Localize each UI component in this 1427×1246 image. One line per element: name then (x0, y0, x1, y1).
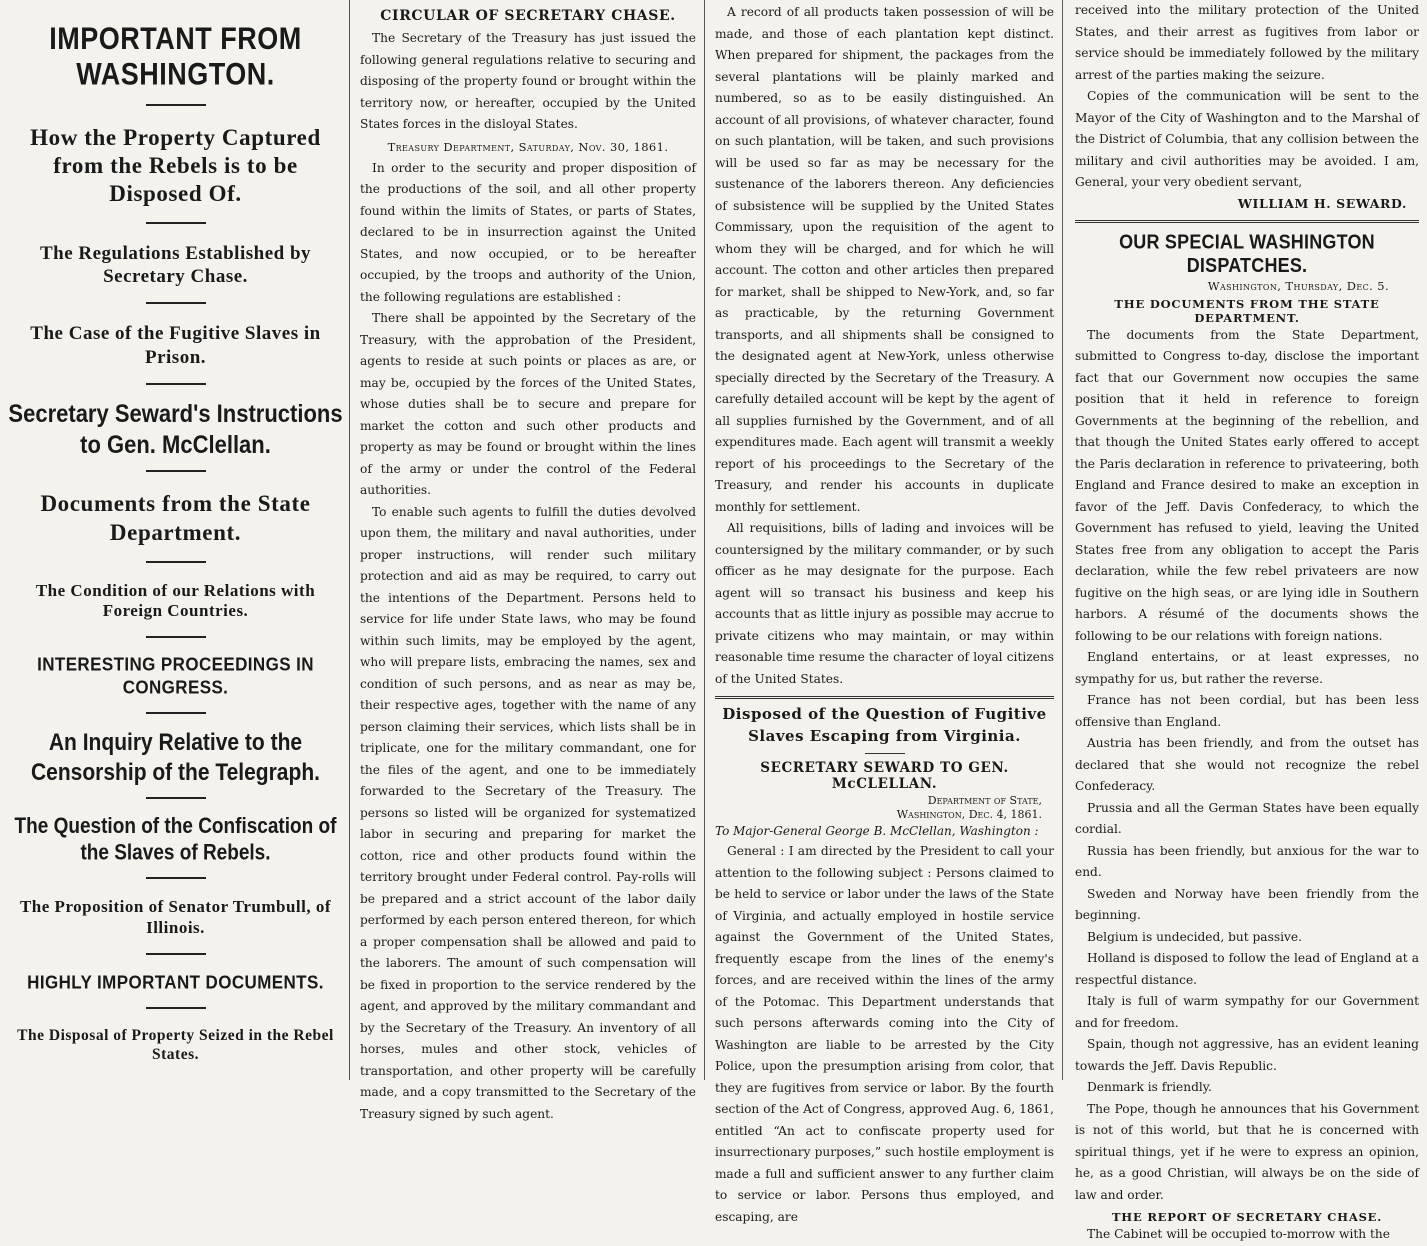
divider (1075, 220, 1419, 223)
paragraph: The documents from the State Department, submitted to Congress to-day, disclose the important fact that our Government now occupies the same position that it held in reference to foreign Governments at the beginning of the rebellion, and that though the United States early offered to accept the Paris declaration in reference to privateering, both England and France desired to make an exception in favor of the Jeff. Davis Confederacy, to which the Government has refused to yield, leaving the United States free from any obligation to accept the Paris declaration, while the few rebel privateers are now fugitive on the high seas, or are lying idle in Southern harbors. A résumé of the documents shows the following to be our relations with foreign nations. (1075, 327, 1419, 643)
deck-headline: The Condition of our Relations with Foreign Countries. (35, 580, 316, 621)
divider (146, 877, 206, 879)
divider (146, 383, 206, 385)
deck-headline: HIGHLY IMPORTANT DOCUMENTS. (27, 971, 324, 993)
divider (146, 470, 206, 472)
paragraph: In order to the security and proper disposition of the productions of the soil, and all other property found within the limits of States, or parts of States, declared to be in insurrection against the United States, and now occupied, or to be hereafter occupied, by the troops and authority of the Union, the following regulations are established : (360, 160, 696, 304)
relation-item: Holland is disposed to follow the lead of England at a respectful distance. (1075, 951, 1419, 987)
relation-item: Belgium is undecided, but passive. (1087, 929, 1302, 944)
paragraph: A record of all products taken possession of will be made, and those of each plantation kept distinct. When prepared for shipment, the packages from the several plantations will be plainly marked and numbered, so as to be easily distinguished. An account of all provisions, of whatever character, found on such plantation, will be taken, and such provisions will be used so far as may be necessary for the sustenance of the laborers thereon. Any deficiencies of subsistence will be supplied by the United States Commissary, upon the requisition of the agent to whom they will be charged, and for which he will account. The cotton and other articles then prepared for market, shall be shipped to New-York, and, so far as practicable, by the returning Government transports, and all shipments shall be consigned to the designated agent at New-York, unless otherwise specially directed by the Secretary of the Treasury. A carefully detailed account will be kept by the agent of all supplies furnished by the Government, and of all expenditures made. Each agent will transmit a weekly report of his proceedings to the Secretary of the Treasury, and render his accounts in duplicate monthly for settlement. (715, 5, 1054, 514)
divider (146, 1007, 206, 1009)
letter-body: General : I am directed by the President to call your attention to the following subject : Persons claimed to be held to service or labor under the laws of the State of Virginia, and actually employed in hostile service against the Government of the United States, frequently escape from the lines of the enemy's forces, and are received within the lines of the army of the Potomac. This Department understands that such persons afterwards coming into the City of Washington are liable to be arrested by the City Police, upon the presumption arising from color, that they are fugitives from service or labor. By the fourth section of the Act of Congress, approved Aug. 6, 1861, entitled “An act to confiscate property used for insurrectionary purposes,” such hostile employment is made a full and sufficient answer to any further claim to service or labor. Persons thus employed, and escaping, are (715, 844, 1054, 1224)
relation-item: Denmark is friendly. (1087, 1080, 1212, 1094)
addressee: To Major-General George B. McClellan, Washington : (715, 824, 1039, 838)
subhead: THE REPORT OF SECRETARY CHASE. (1111, 1210, 1383, 1224)
deck-headline: INTERESTING PROCEEDINGS IN CONGRESS. (37, 653, 314, 698)
relation-item: Russia has been friendly, but anxious for the war to end. (1075, 843, 1419, 879)
section-headline: Disposed of the Question of Fugitive Slaves Escaping from Virginia. (722, 705, 1047, 745)
section-headline: OUR SPECIAL WASHINGTON DISPATCHES. (1119, 229, 1375, 276)
paragraph: The Cabinet will be occupied to-morrow with the (1087, 1227, 1390, 1241)
paragraph: To enable such agents to fulfill the duties devolved upon them, the military and naval authorities, under proper instructions, will render such military protection and aid as may be required, to carry out the intentions of the Department. Persons held to service for life under State laws, who may be found within such limits, may be employed by the agent, who will prepare lists, embracing the names, sex and condition of such persons, and as near as may be, their respective ages, together with the name of any person claiming their services, which lists shall be in triplicate, one for the military commandant, one for the files of the agent, and one to be immediately forwarded to the Secretary of the Treasury. The persons so listed will be organized for systematized labor in securing and preparing for market the cotton, rice and other products found within the territory brought under Federal control. Pay-rolls will be prepared and a strict account of the labor daily performed by each person entered thereon, for which a proper compensation shall be allowed and paid to the laborers. The amount of such compensation will be fixed in proportion to the service rendered by the agent, and approved by the military commandant and by the Secretary of the Treasury. An inventory of all horses, mules and other stock, vehicles of transportation, and other property will be carefully made, and a copy transmitted to the Secretary of the Treasury signed by such agent. (360, 504, 696, 1121)
dateline: Washington, Thursday, Dec. 5. (1207, 278, 1389, 293)
signature: WILLIAM H. SEWARD. (1237, 195, 1407, 211)
deck-headline: An Inquiry Relative to the Censorship of the Telegraph. (31, 728, 320, 785)
deck-headline: The Regulations Established by Secretary Chase. (39, 243, 312, 288)
deck-headline: The Disposal of Property Seized in the Rebel States. (17, 1027, 334, 1064)
relation-item: Sweden and Norway have been friendly from the beginning. (1075, 886, 1419, 922)
deck-headline: Documents from the State Department. (40, 491, 311, 545)
dept-line: Department of State, (927, 794, 1042, 807)
deck-headline: The Case of the Fugitive Slaves in Prison. (30, 323, 321, 368)
dispatches-column (1063, 0, 1427, 1241)
relation-item: Spain, though not aggressive, has an evident leaning towards the Jeff. Davis Republic. (1075, 1037, 1419, 1073)
divider (146, 797, 206, 799)
relation-item: Prussia and all the German States have been equally cordial. (1075, 800, 1419, 836)
relation-item: France has not been cordial, but has been less offensive than England. (1075, 693, 1419, 729)
divider (146, 302, 206, 304)
relation-item: The Pope, though he announces that his Government is not of this world, but that he is concerned with spiritual things, yet if he were to express an opinion, he, as a good Christian, will always be on the side of law and order. (1075, 1101, 1419, 1202)
chase-circular-column (350, 0, 705, 1121)
deck-headline: The Question of the Confiscation of the Slaves of Rebels. (14, 814, 337, 866)
deck-headline: How the Property Captured from the Rebels is to be Disposed Of. (30, 125, 321, 207)
divider (146, 712, 206, 714)
subhead: THE DOCUMENTS FROM THE STATE DEPARTMENT. (1114, 296, 1380, 325)
headline-column (0, 0, 350, 1080)
divider (715, 696, 1054, 699)
paragraph: All requisitions, bills of lading and invoices will be countersigned by the military commander, or by such officer as he may designate for the purpose. Each agent will so transact his business and keep his accounts that as little injury as possible may accrue to private citizens who may maintain, or may within reasonable time resume the character of loyal citizens of the United States. (715, 521, 1054, 686)
divider (146, 636, 206, 638)
deck-headline: Secretary Seward's Instructions to Gen. McClellan. (8, 398, 343, 459)
divider (865, 753, 905, 754)
letter-title: SECRETARY SEWARD TO GEN. McCLELLAN. (760, 760, 1009, 792)
relation-item: Italy is full of warm sympathy for our Government and for freedom. (1075, 994, 1419, 1030)
dateline: Treasury Department, Saturday, Nov. 30, 1861. (387, 139, 669, 154)
divider (146, 104, 206, 106)
main-headline: IMPORTANT FROM WASHINGTON. (49, 21, 302, 92)
paragraph: Copies of the communication will be sent to the Mayor of the City of Washington and to the Marshal of the District of Columbia, that any collision between the military and civil authorities may be avoided. I am, General, your very obedient servant, (1075, 89, 1419, 189)
article-title: CIRCULAR OF SECRETARY CHASE. (380, 8, 676, 24)
deck-headline: The Proposition of Senator Trumbull, of Illinois. (19, 897, 332, 937)
divider (146, 953, 206, 955)
seward-letter-column (705, 0, 1063, 1224)
paragraph: There shall be appointed by the Secretary of the Treasury, with the approbation of the President, agents to reside at such points or places as are, or may be, occupied by the forces of the United States, whose duties shall be to secure and prepare for market the cotton and such other products and property as may be found or brought within the lines of the army or under the control of the Federal authorities. (360, 311, 696, 497)
divider (146, 222, 206, 224)
article-intro: The Secretary of the Treasury has just issued the following general regulations relative to securing and disposing of the property found or brought within the territory now, or hereafter, occupied by the United States forces in the disloyal States. (360, 31, 696, 131)
relation-item: Austria has been friendly, and from the outset has declared that she would not recognize the rebel Confederacy. (1075, 736, 1419, 793)
relation-item: England entertains, or at least expresses, no sympathy for us, but rather the reverse. (1075, 650, 1419, 686)
divider (146, 561, 206, 563)
dept-date: Washington, Dec. 4, 1861. (896, 808, 1042, 821)
paragraph: received into the military protection of the United States, and their arrest as fugitives from labor or service should be immediately followed by the military arrest of the parties making the seizure. (1075, 3, 1419, 82)
